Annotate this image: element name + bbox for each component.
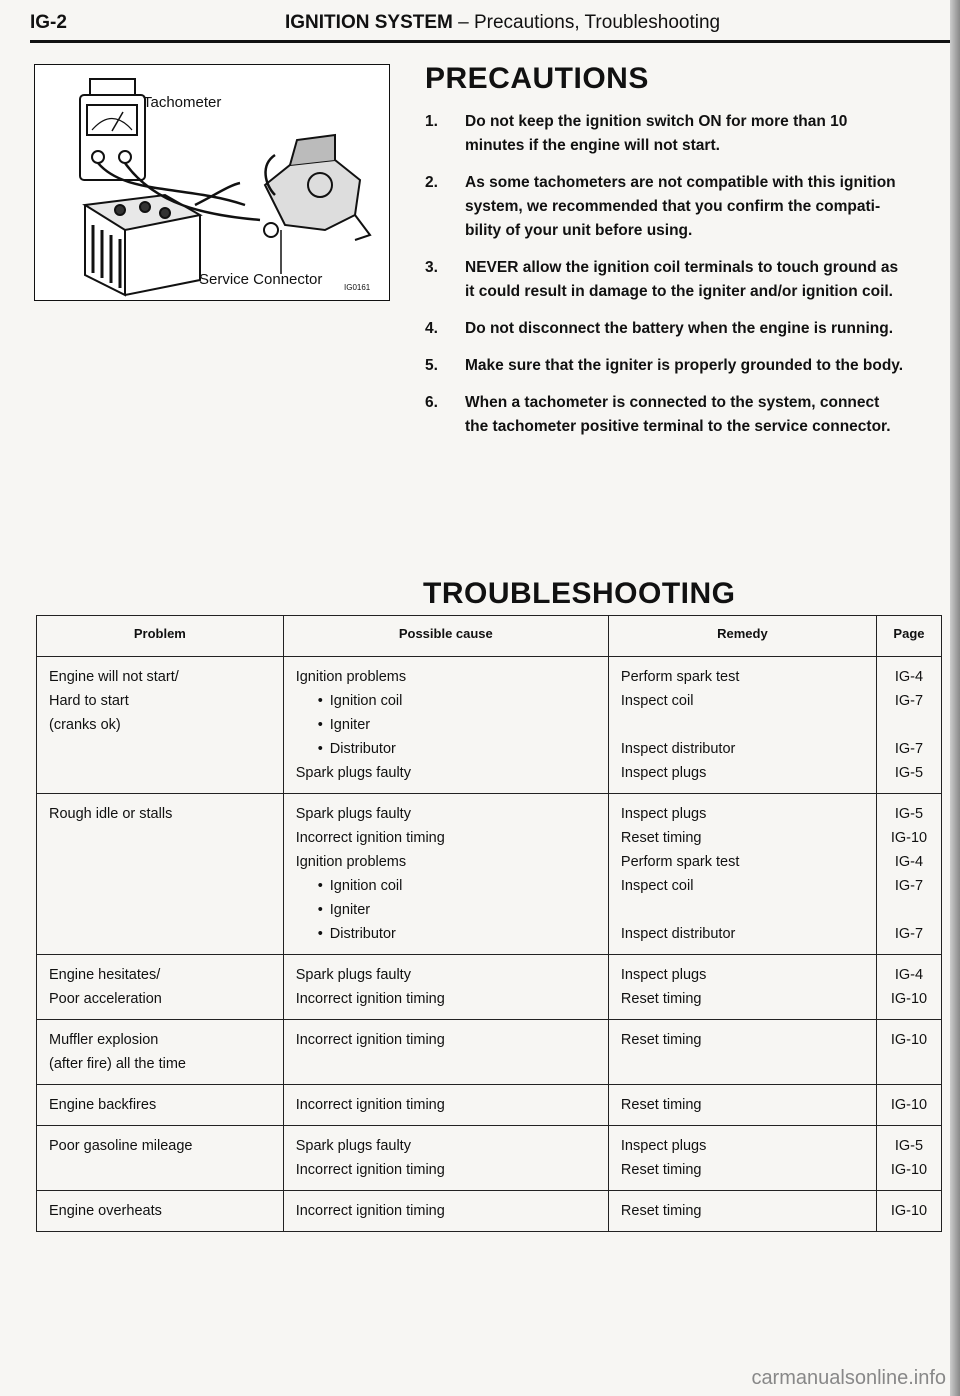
cause-line: Incorrect ignition timing bbox=[295, 1097, 445, 1113]
column-header-remedy: Remedy bbox=[608, 616, 876, 657]
page-number: IG-2 bbox=[30, 12, 67, 33]
problem-cell bbox=[37, 1085, 284, 1126]
cause-line: Incorrect ignition timing bbox=[295, 830, 445, 846]
page-ref: IG-7 bbox=[894, 878, 924, 894]
cause-line: • Distributor bbox=[296, 922, 596, 946]
page-ref bbox=[881, 898, 937, 922]
precautions-title: PRECAUTIONS bbox=[425, 62, 649, 95]
page-ref: IG-5 bbox=[894, 806, 924, 822]
page-cell bbox=[876, 794, 941, 955]
cause-line: Ignition problems bbox=[295, 854, 407, 870]
problem-line: Muffler explosion bbox=[49, 1032, 159, 1048]
remedy-line: Inspect distributor bbox=[620, 741, 736, 757]
page-ref: IG-5 bbox=[894, 765, 924, 781]
page-ref: IG-4 bbox=[894, 967, 924, 983]
problem-line: Poor acceleration bbox=[49, 991, 162, 1007]
precaution-number: 5. bbox=[425, 357, 438, 374]
remedy-cell bbox=[608, 955, 876, 1020]
page-ref: IG-4 bbox=[894, 669, 924, 685]
problem-cell bbox=[37, 794, 284, 955]
precaution-text: When a tachometer is connected to the system, connect the tachometer positive terminal to the service connector. bbox=[465, 394, 891, 435]
problem-line: Rough idle or stalls bbox=[49, 806, 173, 822]
figure-code: IG0161 bbox=[344, 283, 371, 292]
tachometer-label: Tachometer bbox=[143, 94, 222, 111]
cause-line: Incorrect ignition timing bbox=[295, 991, 445, 1007]
page-cell bbox=[876, 657, 941, 794]
page-ref: IG-10 bbox=[890, 1162, 928, 1178]
precaution-text: Do not disconnect the battery when the engine is running. bbox=[465, 320, 893, 337]
remedy-cell bbox=[608, 657, 876, 794]
troubleshooting-title: TROUBLESHOOTING bbox=[423, 577, 736, 610]
cause-cell bbox=[283, 1085, 608, 1126]
cause-line: Ignition problems bbox=[295, 669, 407, 685]
remedy-cell bbox=[608, 1126, 876, 1191]
precaution-number: 3. bbox=[425, 259, 438, 276]
cause-line: • Igniter bbox=[296, 713, 596, 737]
problem-line: Poor gasoline mileage bbox=[49, 1138, 193, 1154]
precaution-text: Make sure that the igniter is properly grounded to the body. bbox=[465, 357, 904, 374]
column-header-problem: Problem bbox=[37, 616, 284, 657]
remedy-line: Reset timing bbox=[620, 1097, 702, 1113]
header-rule bbox=[30, 40, 950, 43]
remedy-line: Inspect plugs bbox=[620, 967, 707, 983]
problem-cell bbox=[37, 1126, 284, 1191]
troubleshooting-body bbox=[37, 657, 942, 1232]
tachometer-figure bbox=[34, 64, 390, 301]
precaution-number: 6. bbox=[425, 394, 438, 411]
page-ref: IG-10 bbox=[890, 991, 928, 1007]
precaution-number: 2. bbox=[425, 174, 438, 191]
precaution-number: 4. bbox=[425, 320, 438, 337]
remedy-cell bbox=[608, 1191, 876, 1232]
remedy-cell bbox=[608, 1020, 876, 1085]
column-header-page: Page bbox=[876, 616, 941, 657]
tachometer-drawing bbox=[80, 79, 145, 180]
page-cell bbox=[876, 1085, 941, 1126]
table-header-row bbox=[37, 616, 942, 657]
problem-cell bbox=[37, 1191, 284, 1232]
page-cell bbox=[876, 1020, 941, 1085]
precaution-item bbox=[425, 110, 950, 158]
remedy-line: Inspect plugs bbox=[620, 806, 707, 822]
table-row bbox=[37, 794, 942, 955]
problem-line: Engine backfires bbox=[49, 1097, 157, 1113]
remedy-line: Perform spark test bbox=[620, 669, 740, 685]
remedy-line: Inspect plugs bbox=[620, 765, 707, 781]
problem-cell bbox=[37, 955, 284, 1020]
cause-cell bbox=[283, 1126, 608, 1191]
remedy-line: Reset timing bbox=[620, 1032, 702, 1048]
page-ref bbox=[881, 713, 937, 737]
section-title bbox=[285, 12, 720, 34]
page-cell bbox=[876, 1191, 941, 1232]
table-row bbox=[37, 1191, 942, 1232]
page-header bbox=[30, 12, 945, 42]
page-edge bbox=[950, 0, 960, 1396]
cause-line: Spark plugs faulty bbox=[295, 765, 411, 781]
problem-line: Hard to start bbox=[49, 693, 129, 709]
table-row bbox=[37, 657, 942, 794]
ignition-coil-drawing bbox=[264, 135, 370, 240]
page-ref: IG-10 bbox=[890, 830, 928, 846]
cause-cell bbox=[283, 657, 608, 794]
footer-watermark: carmanualsonline.info bbox=[751, 1367, 946, 1389]
cause-cell bbox=[283, 955, 608, 1020]
remedy-cell bbox=[608, 794, 876, 955]
page-ref: IG-7 bbox=[894, 926, 924, 942]
table-row bbox=[37, 1085, 942, 1126]
remedy-line: Inspect coil bbox=[620, 878, 694, 894]
remedy-line: Reset timing bbox=[620, 991, 702, 1007]
page-ref: IG-10 bbox=[890, 1203, 928, 1219]
column-header-cause: Possible cause bbox=[283, 616, 608, 657]
table-row bbox=[37, 1020, 942, 1085]
cause-cell bbox=[283, 1191, 608, 1232]
problem-line: Engine overheats bbox=[49, 1203, 162, 1219]
remedy-line: Reset timing bbox=[620, 830, 702, 846]
remedy-line: Inspect distributor bbox=[620, 926, 736, 942]
remedy-line: Reset timing bbox=[620, 1162, 702, 1178]
cause-line: Spark plugs faulty bbox=[295, 967, 411, 983]
precaution-item bbox=[425, 171, 950, 243]
precaution-item bbox=[425, 256, 950, 304]
cause-line: Incorrect ignition timing bbox=[295, 1162, 445, 1178]
precaution-item bbox=[425, 317, 950, 341]
cause-line: Spark plugs faulty bbox=[295, 806, 411, 822]
troubleshooting-table bbox=[36, 615, 942, 1232]
cause-line: • Ignition coil bbox=[296, 689, 596, 713]
precaution-item bbox=[425, 391, 950, 439]
remedy-line: Inspect coil bbox=[620, 693, 694, 709]
problem-line: Engine hesitates/ bbox=[49, 967, 161, 983]
section-title-bold: IGNITION SYSTEM bbox=[285, 12, 453, 33]
remedy-line: Perform spark test bbox=[620, 854, 740, 870]
remedy-line bbox=[621, 898, 864, 922]
precaution-text: Do not keep the ignition switch ON for more than 10 minutes if the engine will not start. bbox=[465, 113, 848, 154]
cause-line: • Ignition coil bbox=[296, 874, 596, 898]
cause-line: Incorrect ignition timing bbox=[295, 1032, 445, 1048]
cause-line: Spark plugs faulty bbox=[295, 1138, 411, 1154]
page-cell bbox=[876, 1126, 941, 1191]
precaution-text: As some tachometers are not compatible with this ignition system, we recommended that you confirm the compati- bility of your unit before using. bbox=[465, 174, 896, 239]
precaution-text: NEVER allow the ignition coil terminals to touch ground as it could result in damage to the igniter and/or ignition coil. bbox=[465, 259, 899, 300]
table-row bbox=[37, 955, 942, 1020]
remedy-line bbox=[621, 713, 864, 737]
page-cell bbox=[876, 955, 941, 1020]
cause-cell bbox=[283, 1020, 608, 1085]
problem-line: Engine will not start/ bbox=[49, 669, 179, 685]
problem-cell bbox=[37, 657, 284, 794]
cause-line: • Distributor bbox=[296, 737, 596, 761]
cause-line: Incorrect ignition timing bbox=[295, 1203, 445, 1219]
precaution-number: 1. bbox=[425, 113, 438, 130]
page-ref: IG-5 bbox=[894, 1138, 924, 1154]
page-ref: IG-4 bbox=[894, 854, 924, 870]
cause-line: • Igniter bbox=[296, 898, 596, 922]
table-row bbox=[37, 1126, 942, 1191]
service-connector-label: Service Connector bbox=[199, 271, 323, 288]
remedy-line: Inspect plugs bbox=[620, 1138, 707, 1154]
remedy-cell bbox=[608, 1085, 876, 1126]
precautions-list bbox=[425, 110, 950, 452]
remedy-line: Reset timing bbox=[620, 1203, 702, 1219]
page-ref: IG-10 bbox=[890, 1097, 928, 1113]
precaution-item bbox=[425, 354, 950, 378]
battery-drawing bbox=[85, 195, 200, 295]
page-ref: IG-10 bbox=[890, 1032, 928, 1048]
cause-cell bbox=[283, 794, 608, 955]
problem-cell bbox=[37, 1020, 284, 1085]
problem-line: (after fire) all the time bbox=[49, 1056, 186, 1072]
section-title-rest: – Precautions, Troubleshooting bbox=[452, 12, 721, 33]
page-ref: IG-7 bbox=[894, 693, 924, 709]
problem-line: (cranks ok) bbox=[49, 717, 121, 733]
page-ref: IG-7 bbox=[894, 741, 924, 757]
